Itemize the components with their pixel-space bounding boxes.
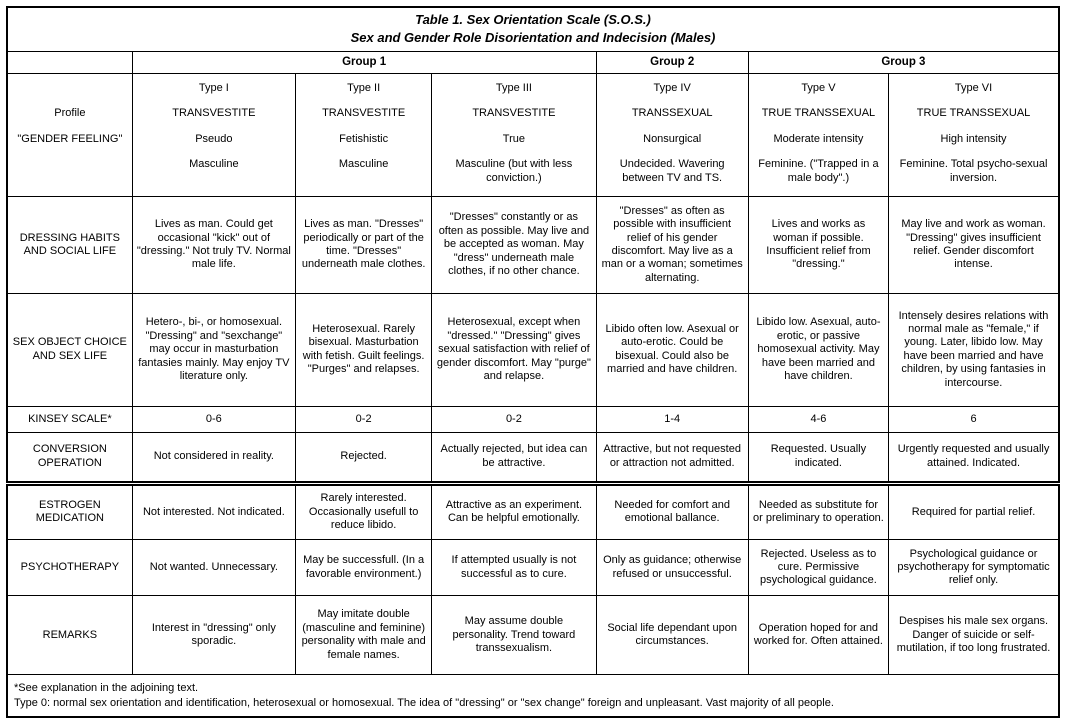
- table-cell: Hetero-, bi-, or homosexual. "Dressing" and "sexchange" may occur in masturbation fantasies mainly. May enjoy TV literature only.: [132, 293, 295, 406]
- table-cell: May be successfull. (In a favorable environment.): [296, 539, 432, 595]
- type-gender-feeling: Undecided. Wavering between TV and TS.: [619, 158, 725, 184]
- table-title-line2: Sex and Gender Role Disorientation and Indecision (Males): [350, 30, 716, 46]
- table-cell: May assume double personality. Trend toward transsexualism.: [432, 596, 596, 675]
- table-row: [7, 596, 1059, 675]
- type-category: TRANSVESTITE: [172, 107, 256, 120]
- table-cell: Lives as man. Could get occasional "kick" out of "dressing." Not truly TV. Normal male life.: [132, 197, 295, 294]
- type-variant: Pseudo: [195, 132, 233, 145]
- table-cell: Not wanted. Unnecessary.: [132, 539, 295, 595]
- table-cell: Urgently requested and usually attained. Indicated.: [889, 433, 1059, 483]
- table-cell: Interest in "dressing" only sporadic.: [132, 596, 295, 675]
- type-header-cell-type-iii: [432, 74, 596, 197]
- table-title-line1: Table 1. Sex Orientation Scale (S.O.S.): [415, 11, 651, 27]
- table-cell: Needed for comfort and emotional ballance.: [596, 483, 748, 539]
- table-cell: Heterosexual. Rarely bisexual. Masturbation with fetish. Guilt feelings. "Purges" and relapses.: [296, 293, 432, 406]
- table-cell: If attempted usually is not successful as to cure.: [432, 539, 596, 595]
- group-header-row: [7, 51, 1059, 73]
- table-cell: Not interested. Not indicated.: [132, 483, 295, 539]
- table-cell: Rarely interested. Occasionally usefull to reduce libido.: [296, 483, 432, 539]
- type-header-row: [7, 74, 1059, 197]
- row-label-dressing-habits: DRESSING HABITS AND SOCIAL LIFE: [7, 197, 132, 294]
- type-name: Type IV: [653, 82, 691, 95]
- type-name: Type VI: [954, 82, 993, 95]
- table-row: [7, 483, 1059, 539]
- table-cell: Heterosexual, except when "dressed." "Dressing" gives sexual satisfaction with relief of gender discomfort. May "purge" and relapse.: [432, 293, 596, 406]
- table-cell: Despises his male sex organs. Danger of suicide or self-mutilation, if too long frustrated.: [889, 596, 1059, 675]
- title-row: [7, 7, 1059, 51]
- table-row: [7, 406, 1059, 432]
- table-cell: Libido often low. Asexual or auto-erotic. Could be bisexual. Could also be married and have children.: [596, 293, 748, 406]
- profile-header-cell: [7, 74, 132, 197]
- table-cell: 0-6: [132, 406, 295, 432]
- table-cell: Needed as substitute for or preliminary to operation.: [748, 483, 888, 539]
- row-label-psychotherapy: PSYCHOTHERAPY: [7, 539, 132, 595]
- table-cell: May live and work as woman. "Dressing" gives insufficient relief. Gender discomfort intense.: [889, 197, 1059, 294]
- table-cell: Required for partial relief.: [889, 483, 1059, 539]
- type-category: TRUE TRANSSEXUAL: [761, 107, 876, 120]
- table-cell: 1-4: [596, 406, 748, 432]
- type-name: Type V: [801, 82, 836, 95]
- table-cell: May imitate double (masculine and feminine) personality with male and female names.: [296, 596, 432, 675]
- type-gender-feeling: Feminine. Total psycho-sexual inversion.: [899, 158, 1048, 184]
- type-header-cell-type-ii: [296, 74, 432, 197]
- row-label-remarks: REMARKS: [7, 596, 132, 675]
- row-label-estrogen-medication: ESTROGEN MEDICATION: [7, 483, 132, 539]
- gender-feeling-label: "GENDER FEELING": [17, 133, 123, 146]
- type-gender-feeling: Feminine. ("Trapped in a male body".): [758, 158, 879, 184]
- group-3-header: Group 3: [748, 51, 1059, 73]
- row-label-sex-object-choice: SEX OBJECT CHOICE AND SEX LIFE: [7, 293, 132, 406]
- type-category: TRUE TRANSSEXUAL: [916, 107, 1031, 120]
- type-name: Type I: [198, 82, 229, 95]
- table-cell: Attractive as an experiment. Can be helpful emotionally.: [432, 483, 596, 539]
- type-variant: Nonsurgical: [643, 132, 702, 145]
- table-cell: Actually rejected, but idea can be attractive.: [432, 433, 596, 483]
- row-label-conversion-operation: CONVERSION OPERATION: [7, 433, 132, 483]
- table-cell: Rejected. Useless as to cure. Permissive psychological guidance.: [748, 539, 888, 595]
- table-cell: Psychological guidance or psychotherapy for symptomatic relief only.: [889, 539, 1059, 595]
- table-cell: Social life dependant upon circumstances.: [596, 596, 748, 675]
- table-cell: Not considered in reality.: [132, 433, 295, 483]
- type-variant: Fetishistic: [339, 132, 389, 145]
- type-header-cell-type-v: [748, 74, 888, 197]
- table-cell: Operation hoped for and worked for. Often attained.: [748, 596, 888, 675]
- type-variant: True: [502, 132, 525, 145]
- type-category: TRANSVESTITE: [472, 107, 556, 120]
- table-row: [7, 433, 1059, 483]
- table-cell: Rejected.: [296, 433, 432, 483]
- type-category: TRANSSEXUAL: [631, 107, 713, 120]
- group-2-header: Group 2: [596, 51, 748, 73]
- table-title: [7, 7, 1059, 51]
- table-cell: "Dresses" constantly or as often as possible. May live and be accepted as woman. May "dress" underneath male clothes, if no other chance.: [432, 197, 596, 294]
- table-cell: Intensely desires relations with normal male as "female," if young. Later, libido low. May have been married and have children, by using fantasies in intercourse.: [889, 293, 1059, 406]
- table-cell: Requested. Usually indicated.: [748, 433, 888, 483]
- sos-table: [6, 6, 1060, 718]
- type-variant: Moderate intensity: [773, 132, 864, 145]
- type-header-cell-type-vi: [889, 74, 1059, 197]
- table-row: [7, 293, 1059, 406]
- table-cell: Only as guidance; otherwise refused or unsuccessful.: [596, 539, 748, 595]
- table-cell: Lives and works as woman if possible. Insufficient relief from "dressing.": [748, 197, 888, 294]
- type-category: TRANSVESTITE: [322, 107, 406, 120]
- row-label-kinsey-scale: KINSEY SCALE*: [7, 406, 132, 432]
- table-cell: Libido low. Asexual, auto-erotic, or passive homosexual activity. May have been married and have children.: [748, 293, 888, 406]
- table-row: [7, 197, 1059, 294]
- type-gender-feeling: Masculine: [338, 158, 389, 171]
- table-row: [7, 539, 1059, 595]
- table-cell: "Dresses" as often as possible with insufficient relief of his gender discomfort. May live as a man or a woman; sometimes alternating.: [596, 197, 748, 294]
- footnote-see-explanation: *See explanation in the adjoining text.: [14, 681, 199, 694]
- type-header-cell-type-iv: [596, 74, 748, 197]
- table-cell: 4-6: [748, 406, 888, 432]
- footnotes: [7, 675, 1059, 717]
- type-gender-feeling: Masculine: [189, 158, 239, 171]
- table-cell: 0-2: [296, 406, 432, 432]
- profile-label: Profile: [54, 107, 86, 120]
- table-cell: Attractive, but not requested or attraction not admitted.: [596, 433, 748, 483]
- table-cell: 0-2: [432, 406, 596, 432]
- type-name: Type II: [347, 82, 381, 95]
- type-gender-feeling: Masculine (but with less conviction.): [455, 158, 573, 184]
- table-cell: 6: [889, 406, 1059, 432]
- footnote-type-0: Type 0: normal sex orientation and identification, heterosexual or homosexual. The idea of "dressing" or "sex change" foreign and unpleasant. Vast majority of all people.: [14, 696, 834, 709]
- type-variant: High intensity: [940, 132, 1007, 145]
- table-cell: Lives as man. "Dresses" periodically or part of the time. "Dresses" underneath male clothes.: [296, 197, 432, 294]
- group-row-spacer: [7, 51, 132, 73]
- group-1-header: Group 1: [132, 51, 596, 73]
- footnote-row: [7, 675, 1059, 717]
- type-name: Type III: [495, 82, 532, 95]
- type-header-cell-type-i: [132, 74, 295, 197]
